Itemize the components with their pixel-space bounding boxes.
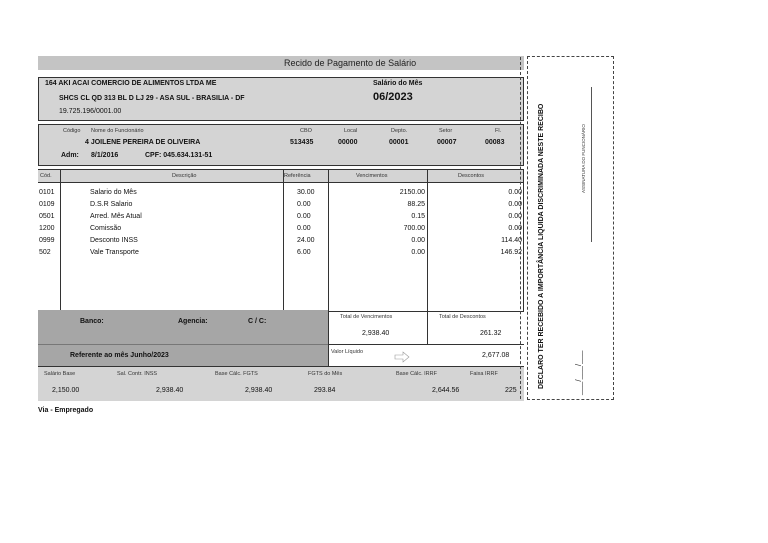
label-faixa-irrf: Faixa IRRF xyxy=(470,371,498,377)
company-address: SHCS CL QD 313 BL D LJ 29 - ASA SUL - BRASILIA - DF xyxy=(59,95,245,102)
fl-value: 00083 xyxy=(485,139,505,146)
total-venc-value: 2,938.40 xyxy=(362,330,390,337)
cell-descricao: Comissão xyxy=(90,225,122,232)
col-cod: Cód. xyxy=(40,173,52,179)
cell-descricao: Arred. Mês Atual xyxy=(90,213,142,220)
cell-cod: 1200 xyxy=(39,225,55,232)
total-desc-value: 261.32 xyxy=(480,330,502,337)
cell-descontos: 114.40 xyxy=(501,237,522,244)
cell-descontos: 0.00 xyxy=(508,225,522,232)
signature-anchor xyxy=(581,124,589,201)
employee-block xyxy=(38,124,524,166)
table-row xyxy=(38,212,524,222)
signature-label: ASSINATURA DO FUNCIONÁRIO xyxy=(581,124,586,193)
label-base-irrf: Base Cálc. IRRF xyxy=(396,371,437,377)
col-referencia: Referência xyxy=(284,173,311,179)
totals-block xyxy=(328,310,524,366)
receipt-stub xyxy=(527,56,614,400)
period-value: 06/2023 xyxy=(373,91,413,103)
cell-descontos: 0.00 xyxy=(508,201,522,208)
cell-descontos: 0.00 xyxy=(508,213,522,220)
depto-value: 00001 xyxy=(389,139,409,146)
cell-cod: 0999 xyxy=(39,237,55,244)
date-anchor xyxy=(574,350,584,405)
label-fl: Fl. xyxy=(495,128,502,134)
totals-divider-mid xyxy=(427,310,428,344)
items-table xyxy=(38,169,524,312)
period-label: Salário do Mês xyxy=(373,80,423,87)
label-local: Local xyxy=(344,128,358,134)
cell-referencia: 30.00 xyxy=(297,189,315,196)
cell-referencia: 0.00 xyxy=(297,201,311,208)
table-row xyxy=(38,224,524,234)
cell-vencimentos: 0.00 xyxy=(411,249,425,256)
payslip-main xyxy=(38,56,524,400)
total-desc-label: Total de Descontos xyxy=(439,314,486,320)
table-row xyxy=(38,200,524,210)
label-setor: Setor xyxy=(439,128,453,134)
cell-descricao: Desconto INSS xyxy=(90,237,138,244)
bank-divider xyxy=(38,344,328,345)
col-descricao: Descrição xyxy=(172,173,197,179)
cell-vencimentos: 700.00 xyxy=(403,225,425,232)
cell-vencimentos: 88.25 xyxy=(407,201,425,208)
value-salario-base: 2,150.00 xyxy=(52,387,80,394)
cell-vencimentos: 2150.00 xyxy=(399,189,425,196)
label-nome: Nome do Funcionário xyxy=(91,128,144,134)
cell-vencimentos: 0.00 xyxy=(411,237,425,244)
totals-divider-h xyxy=(328,344,524,345)
cell-descricao: D.S.R Salario xyxy=(90,201,133,208)
value-sal-contr-inss: 2,938.40 xyxy=(156,387,184,394)
stub-inner-dash xyxy=(520,57,522,399)
declaration-text: DECLARO TER RECEBIDO A IMPORTÂNCIA LIQUIDA DISCRIMINADA NESTE RECIBO xyxy=(538,103,545,389)
liquido-label: Valor Líquido xyxy=(331,349,364,355)
employee-cpf: CPF: 045.634.131-51 xyxy=(145,152,213,159)
cell-cod: 0109 xyxy=(39,201,55,208)
arrow-right-icon xyxy=(394,351,410,363)
cell-descricao: Salario do Mês xyxy=(90,189,137,196)
label-fgts-mes: FGTS do Mês xyxy=(308,371,343,377)
value-base-fgts: 2,938.40 xyxy=(245,387,273,394)
company-block xyxy=(38,77,524,121)
label-salario-base: Salário Base xyxy=(44,371,76,377)
liquido-value: 2,677.08 xyxy=(482,352,510,359)
totals-divider-left xyxy=(328,310,329,366)
referente-text: Referente ao mês Junho/2023 xyxy=(70,352,169,359)
company-name: 164 AKI ACAI COMERCIO DE ALIMENTOS LTDA ME xyxy=(45,80,217,87)
col-descontos: Descontos xyxy=(458,173,484,179)
adm-label: Adm: xyxy=(61,152,79,159)
payslip-sheet xyxy=(38,56,614,400)
declaration-anchor xyxy=(538,103,550,401)
cell-referencia: 0.00 xyxy=(297,213,311,220)
cell-referencia: 24.00 xyxy=(297,237,315,244)
cbo-value: 513435 xyxy=(290,139,314,146)
cell-referencia: 0.00 xyxy=(297,225,311,232)
label-base-fgts: Base Cálc. FGTS xyxy=(215,371,258,377)
cell-cod: 0501 xyxy=(39,213,55,220)
page-title: Recido de Pagamento de Salário xyxy=(284,58,417,68)
cell-descricao: Vale Transporte xyxy=(90,249,139,256)
employee-name: 4 JOILENE PEREIRA DE OLIVEIRA xyxy=(85,139,201,146)
cell-cod: 0101 xyxy=(39,189,55,196)
label-cbo: CBO xyxy=(300,128,312,134)
cell-vencimentos: 0.15 xyxy=(411,213,425,220)
table-row xyxy=(38,248,524,258)
cell-cod: 502 xyxy=(39,249,51,256)
cell-descontos: 146.92 xyxy=(500,249,522,256)
local-value: 00000 xyxy=(338,139,358,146)
bank-block xyxy=(38,310,328,366)
label-codigo: Código xyxy=(63,128,81,134)
value-faixa-irrf: 225 xyxy=(505,387,517,394)
total-venc-label: Total de Vencimentos xyxy=(340,314,393,320)
label-depto: Depto. xyxy=(391,128,408,134)
label-sal-contr-inss: Sal. Contr. INSS xyxy=(117,371,158,377)
table-row xyxy=(38,188,524,198)
title-bar xyxy=(38,56,524,70)
date-placeholder: ___/___/___ xyxy=(574,350,583,395)
cc-label: C / C: xyxy=(248,318,267,325)
company-cnpj: 19.725.196/0001.00 xyxy=(59,108,122,115)
cell-referencia: 6.00 xyxy=(297,249,311,256)
table-row xyxy=(38,236,524,246)
via-label: Via - Empregado xyxy=(38,407,94,414)
items-table-header xyxy=(38,170,524,183)
setor-value: 00007 xyxy=(437,139,457,146)
col-vencimentos: Vencimentos xyxy=(356,173,388,179)
signature-line xyxy=(591,87,592,242)
value-fgts-mes: 293.84 xyxy=(314,387,336,394)
adm-date: 8/1/2016 xyxy=(91,152,119,159)
value-base-irrf: 2,644.56 xyxy=(432,387,460,394)
banco-label: Banco: xyxy=(80,318,104,325)
bases-row xyxy=(38,366,524,401)
agencia-label: Agencia: xyxy=(178,318,208,325)
cell-descontos: 0.00 xyxy=(508,189,522,196)
